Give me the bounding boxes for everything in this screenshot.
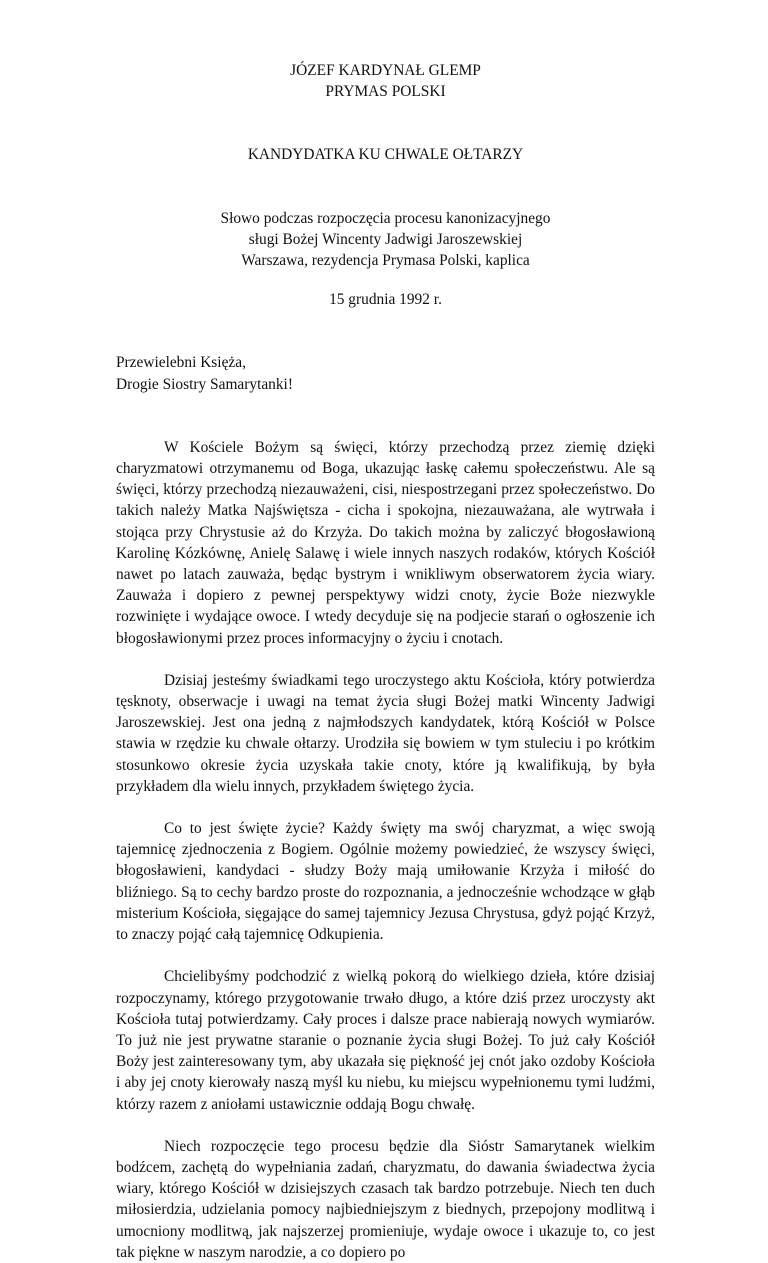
occasion-line: Warszawa, rezydencja Prymasa Polski, kaplica	[241, 252, 530, 270]
occasion-line: Słowo podczas rozpoczęcia procesu kanonizacyjnego	[220, 209, 551, 227]
paragraph: Niech rozpoczęcie tego procesu będzie dla Sióstr Samarytanek wielkim bodźcem, zachętą do wypełniania zadań, charyzmatu, do dawania świadectwa życia wiary, którego Kościół w dzisiejszych czasach tak bardzo potrzebuje. Niech ten duch miłosierdzia, udzielania pomocy najbiedniejszym z biednych, przepojony modlitwą i umocniony modlitwą, jak najszerzej promieniuje, wydaje owoce i ukazuje to, co jest tak piękne w naszym narodzie, a co dopiero po	[116, 1137, 655, 1261]
paragraph: W Kościele Bożym są święci, którzy przechodzą przez ziemię dzięki charyzmatowi otrzymanemu od Boga, ukazując łaskę całemu społeczeństwu. Ale są święci, którzy przechodzą niezauważeni, cisi, niespostrzegani przez społeczeństwo. Do takich należy Matka Najświętsza - cicha i spokojna, niezauważana, ale wytrwała i stojąca przy Chrystusie aż do Krzyża. Do takich można by zaliczyć błogosławioną Karolinę Kózkównę, Anielę Salawę i wiele innych naszych rodaków, których Kościół nawet po latach zauważa, będąc bystrym i wnikliwym obserwatorem życia wiary. Zauważa i dopiero z pewnej perspektywy widzi cnoty, życie Boże niezwykle rozwinięte i wydające owoce. I wtedy decyduje się na podjecie starań o ogłoszenie ich błogosławionymi przez proces informacyjny o życiu i cnotach.	[116, 438, 655, 647]
author-name: JÓZEF KARDYNAŁ GLEMP	[290, 62, 481, 79]
greeting-line: Przewielebni Księża,	[116, 354, 246, 372]
paragraph: Co to jest święte życie? Każdy święty ma swój charyzmat, a więc swoją tajemnicę zjednoczenia z Bogiem. Ogólnie możemy powiedzieć, że wszyscy święci, błogosławieni, kandydaci - słudzy Boży mają umiłowanie Krzyża i miłość do bliźniego. Są to cechy bardzo proste do rozpoznania, a jednocześnie wchodzące w głąb misterium Kościoła, sięgające do samej tajemnicy Jezusa Chrystusa, gdyż pojąć Krzyż, to znaczy pojąć całą tajemnicę Odkupienia.	[116, 820, 655, 944]
document-header	[116, 0, 655, 102]
occasion-line: sługi Bożej Wincenty Jadwigi Jaroszewskiej	[248, 230, 523, 248]
greeting	[116, 352, 655, 394]
body-text	[116, 437, 655, 1263]
document-title: KANDYDATKA KU CHWALE OŁTARZY	[247, 146, 524, 164]
paragraph: Chcielibyśmy podchodzić z wielką pokorą do wielkiego dzieła, które dzisiaj rozpoczynamy, którego przygotowanie trwało długo, a które dziś przez uroczysty akt Kościoła tutaj potwierdzamy. Cały proces i dalsze prace nabierają nowych wymiarów. To już nie jest prywatne staranie o poznanie życia sługi Bożej. To już cały Kościół Boży jest zainteresowany tym, aby ukazała się piękność jej cnót jako ozdoby Kościoła i aby jej cnoty kierowały naszą myśl ku niebu, ku miejscu wypełnionemu tymi ludźmi, którzy razem z aniołami ustawicznie oddają Bogu chwałę.	[116, 968, 655, 1113]
document-date: 15 grudnia 1992 r.	[329, 291, 442, 309]
greeting-line: Drogie Siostry Samarytanki!	[116, 375, 293, 393]
occasion-block	[116, 208, 655, 272]
paragraph: Dzisiaj jesteśmy świadkami tego uroczystego aktu Kościoła, który potwierdza tęsknoty, obserwacje i uwagi na temat życia sługi Bożej matki Wincenty Jadwigi Jaroszewskiej. Jest ona jedną z najmłodszych kandydatek, którą Kościół w Polsce stawia w rzędzie ku chwale ołtarzy. Urodziła się bowiem w tym stuleciu i po krótkim stosunkowo okresie życia uzyskała takie cnoty, które ją kwalifikują, by była przykładem dla wielu innych, przykładem świętego życia.	[116, 671, 655, 795]
author-role: PRYMAS POLSKI	[325, 83, 446, 101]
